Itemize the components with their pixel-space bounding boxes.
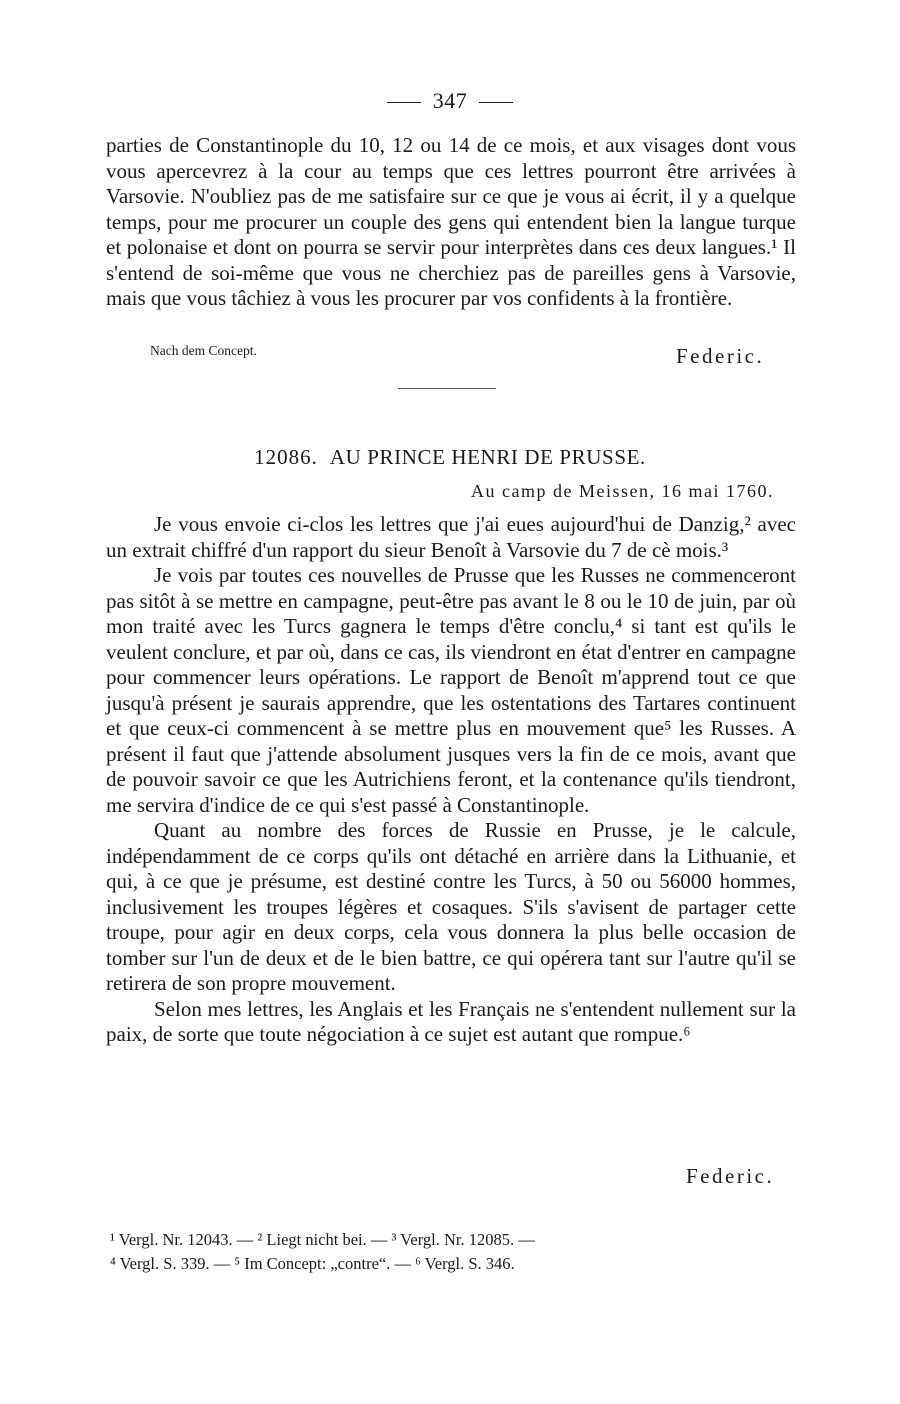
page-number-dash-left (387, 102, 421, 103)
letter-paragraph-2: Je vois par toutes ces nouvelles de Prusse que les Russes ne commenceront pas sitôt à se mettre en campagne, peut-être pas avant le 8 ou le 10 de juin, par où mon traité avec les Turcs gagnera le temps d'être conclu,⁴ si tant est qu'ils le veulent conclure, et par où, dans ce cas, ils viendront en état d'entrer en campagne pour commencer leurs opérations. Le rapport de Benoît m'apprend tout ce que jusqu'à présent je saurais apprendre, que les ostentations des Tartares continuent et que ceux-ci commencent à se mettre plus en mouvement que⁵ les Russes. A présent il faut que j'attende absolument jusques vers la fin de ce mois, avant que de pouvoir savoir ce que les Autrichiens feront, et la contenance qu'ils tiendront, me servira d'indice de ce qui s'est passé à Constantinople. (106, 563, 796, 817)
letter-paragraph-1: Je vous envoie ci-clos les lettres que j'ai eues aujourd'hui de Danzig,² avec un extrait chiffré d'un rapport du sieur Benoît à Varsovie du 7 de cè mois.³ (106, 512, 796, 562)
letter-dateline: Au camp de Meissen, 16 mai 1760. (471, 481, 774, 501)
letter-title: AU PRINCE HENRI DE PRUSSE. (329, 445, 646, 469)
continuation-paragraph: parties de Constantinople du 10, 12 ou 14 de ce mois, et aux visages dont vous vous apercevrez à la cour au temps que ces lettres pourront être arrivées à Varsovie. N'oubliez pas de me satisfaire sur ce que je vous ai écrit, il y a quelque temps, pour me procurer un couple des gens qui entendent bien la langue turque et polonaise et dont on pourra se servir pour interprètes dans ces deux langues.¹ Il s'entend de soi-même que vous ne cherchiez pas de pareilles gens à Varsovie, mais que vous tâchiez à vous les procurer par vos confidents à la frontière. (106, 133, 796, 310)
continuation-paragraph-block (106, 133, 796, 312)
letter-paragraph-4: Selon mes lettres, les Anglais et les Français ne s'entendent nullement sur la paix, de sorte que toute négociation à ce sujet est autant que rompue.⁶ (106, 996, 796, 1046)
letter-number: 12086. (254, 445, 318, 469)
page-number-dash-right (479, 102, 513, 103)
letter-body (106, 512, 796, 1048)
section-separator (398, 388, 496, 389)
source-note: Nach dem Concept. (150, 343, 257, 358)
footnote-line-2: ⁴ Vergl. S. 339. — ⁵ Im Concept: „contre“. — ⁶ Vergl. S. 346. (110, 1254, 515, 1273)
page-number (0, 88, 900, 114)
footnote-line-1: ¹ Vergl. Nr. 12043. — ² Liegt nicht bei. — ³ Vergl. Nr. 12085. — (110, 1230, 535, 1249)
letter-signature: Federic. (686, 1164, 775, 1188)
page-number-text: 347 (432, 88, 468, 113)
footnotes (110, 1228, 810, 1276)
letter-paragraph-3: Quant au nombre des forces de Russie en Prusse, je le calcule, indépendamment de ce corps qu'ils ont détaché en arrière dans la Lithuanie, et qui, à ce que je présume, est destiné contre les Turcs, à 50 ou 56000 hommes, inclusivement les troupes légères et cosaques. S'ils s'avisent de partager cette troupe, pour agir en deux corps, cela vous donnera la plus belle occasion de tomber sur l'un de deux et de le bien battre, ce qui opérera tant sur l'autre qu'il se retirera de son propre mouvement. (106, 818, 796, 995)
continuation-signature: Federic. (676, 344, 765, 368)
letter-heading (0, 445, 900, 470)
